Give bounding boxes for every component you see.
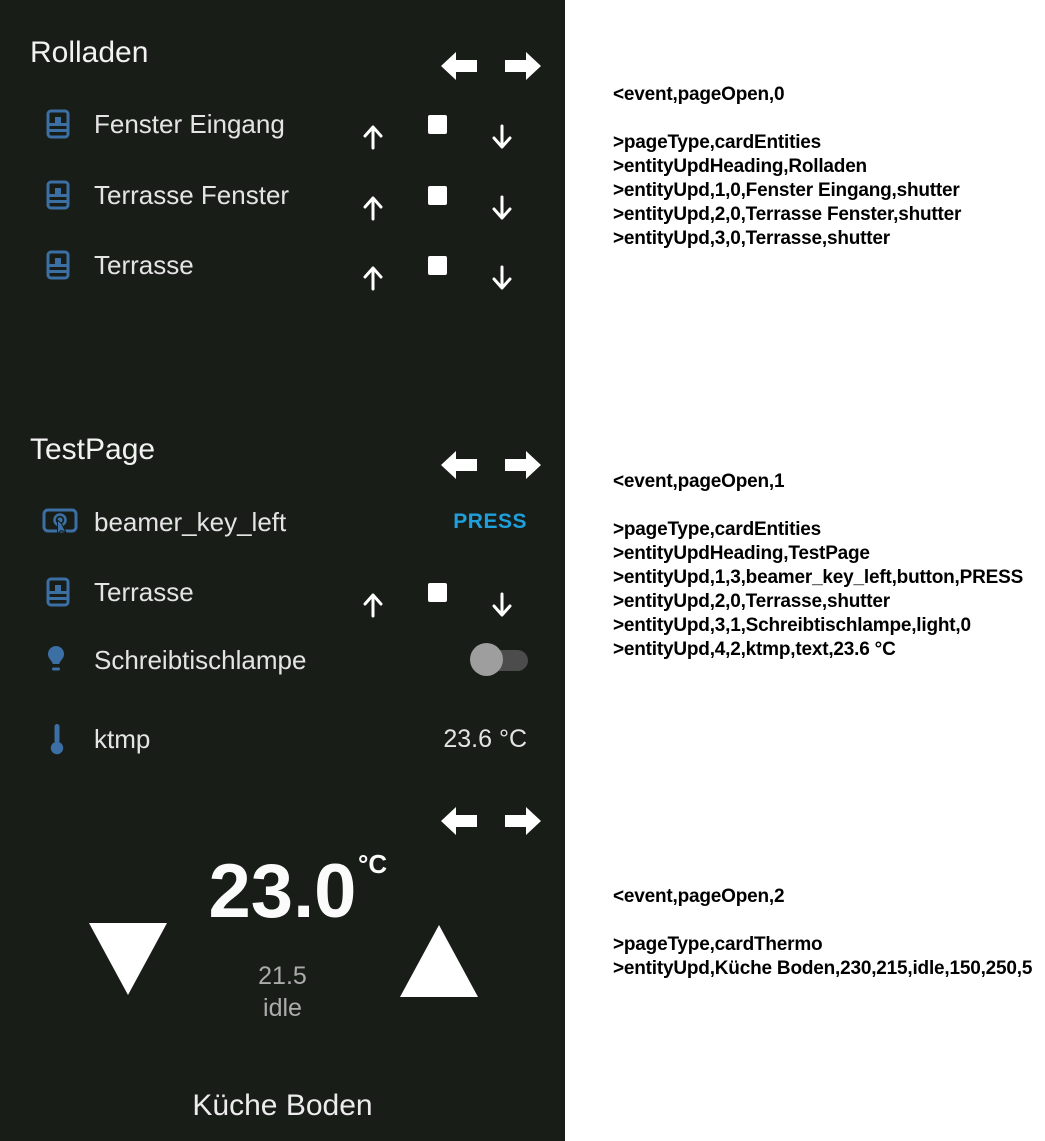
entity-label: Schreibtischlampe <box>94 645 307 675</box>
window-shutter-icon <box>46 577 70 612</box>
arrow-up-icon <box>361 592 385 621</box>
protocol-line: >entityUpd,2,0,Terrasse,shutter <box>613 591 890 612</box>
protocol-line: >entityUpd,Küche Boden,230,215,idle,150,250,5 <box>613 958 1033 979</box>
arrow-left-bold-icon <box>441 806 477 839</box>
nav-prev-button[interactable] <box>441 791 477 821</box>
protocol-line: >entityUpd,3,0,Terrasse,shutter <box>613 228 890 249</box>
thermometer-icon <box>50 722 64 761</box>
nav-prev-button[interactable] <box>441 36 477 66</box>
page-title: TestPage <box>30 433 156 466</box>
protocol-line: <event,pageOpen,0 <box>613 84 785 105</box>
protocol-line: >entityUpd,1,3,beamer_key_left,button,PRESS <box>613 567 1024 588</box>
entity-label: ktmp <box>94 724 151 754</box>
shutter-up-button[interactable] <box>361 579 385 605</box>
toggle-knob <box>470 643 503 676</box>
shutter-down-button[interactable] <box>490 182 514 208</box>
protocol-line: >entityUpd,1,0,Fenster Eingang,shutter <box>613 180 960 201</box>
hvac-state: idle <box>263 994 302 1022</box>
stop-square-icon <box>428 256 447 275</box>
shutter-stop-button[interactable] <box>428 115 447 134</box>
stop-square-icon <box>428 186 447 205</box>
protocol-line: >pageType,cardEntities <box>613 519 822 540</box>
entity-label: beamer_key_left <box>94 507 287 537</box>
light-toggle-switch[interactable] <box>470 643 528 677</box>
window-shutter-icon <box>46 180 70 215</box>
arrow-right-bold-icon <box>505 806 541 839</box>
arrow-down-icon <box>490 265 514 294</box>
temperature-unit: °C <box>358 849 388 879</box>
stop-square-icon <box>428 583 447 602</box>
protocol-block-page2 <box>613 885 1032 981</box>
current-temperature: 23.0 <box>208 849 357 934</box>
window-shutter-icon <box>46 109 70 144</box>
protocol-line: <event,pageOpen,2 <box>613 886 785 907</box>
protocol-line: >entityUpdHeading,TestPage <box>613 543 870 564</box>
shutter-stop-button[interactable] <box>428 186 447 205</box>
arrow-right-bold-icon <box>505 51 541 84</box>
shutter-down-button[interactable] <box>490 111 514 137</box>
arrow-right-bold-icon <box>505 450 541 483</box>
nav-prev-button[interactable] <box>441 435 477 465</box>
arrow-up-icon <box>361 195 385 224</box>
press-button[interactable]: PRESS <box>453 508 527 536</box>
shutter-stop-button[interactable] <box>428 256 447 275</box>
protocol-line: >pageType,cardEntities <box>613 132 822 153</box>
entity-label: Terrasse <box>94 250 194 280</box>
arrow-up-icon <box>361 265 385 294</box>
arrow-down-icon <box>490 195 514 224</box>
arrow-up-icon <box>361 124 385 153</box>
protocol-line: >entityUpd,3,1,Schreibtischlampe,light,0 <box>613 615 971 636</box>
shutter-down-button[interactable] <box>490 579 514 605</box>
entity-label: Terrasse Fenster <box>94 180 290 210</box>
entity-label: Terrasse <box>94 577 194 607</box>
arrow-down-icon <box>490 124 514 153</box>
shutter-up-button[interactable] <box>361 182 385 208</box>
protocol-line: >pageType,cardThermo <box>613 934 823 955</box>
protocol-block-page0 <box>613 83 961 251</box>
stop-square-icon <box>428 115 447 134</box>
shutter-up-button[interactable] <box>361 252 385 278</box>
protocol-block-page1 <box>613 470 1023 662</box>
nav-next-button[interactable] <box>505 36 541 66</box>
thermostat-title: Küche Boden <box>192 1089 373 1122</box>
nav-next-button[interactable] <box>505 791 541 821</box>
arrow-left-bold-icon <box>441 51 477 84</box>
gesture-tap-button-icon <box>41 505 79 544</box>
arrow-left-bold-icon <box>441 450 477 483</box>
shutter-stop-button[interactable] <box>428 583 447 602</box>
arrow-down-icon <box>490 592 514 621</box>
protocol-line: >entityUpd,2,0,Terrasse Fenster,shutter <box>613 204 962 225</box>
target-temperature: 21.5 <box>258 962 307 990</box>
page-title: Rolladen <box>30 36 149 69</box>
protocol-line: >entityUpd,4,2,ktmp,text,23.6 °C <box>613 639 896 660</box>
entity-label: Fenster Eingang <box>94 109 285 139</box>
protocol-line: >entityUpdHeading,Rolladen <box>613 156 867 177</box>
shutter-up-button[interactable] <box>361 111 385 137</box>
protocol-line: <event,pageOpen,1 <box>613 471 785 492</box>
lightbulb-icon <box>45 644 67 679</box>
entity-value: 23.6 °C <box>443 725 527 753</box>
shutter-down-button[interactable] <box>490 252 514 278</box>
window-shutter-icon <box>46 250 70 285</box>
nav-next-button[interactable] <box>505 435 541 465</box>
